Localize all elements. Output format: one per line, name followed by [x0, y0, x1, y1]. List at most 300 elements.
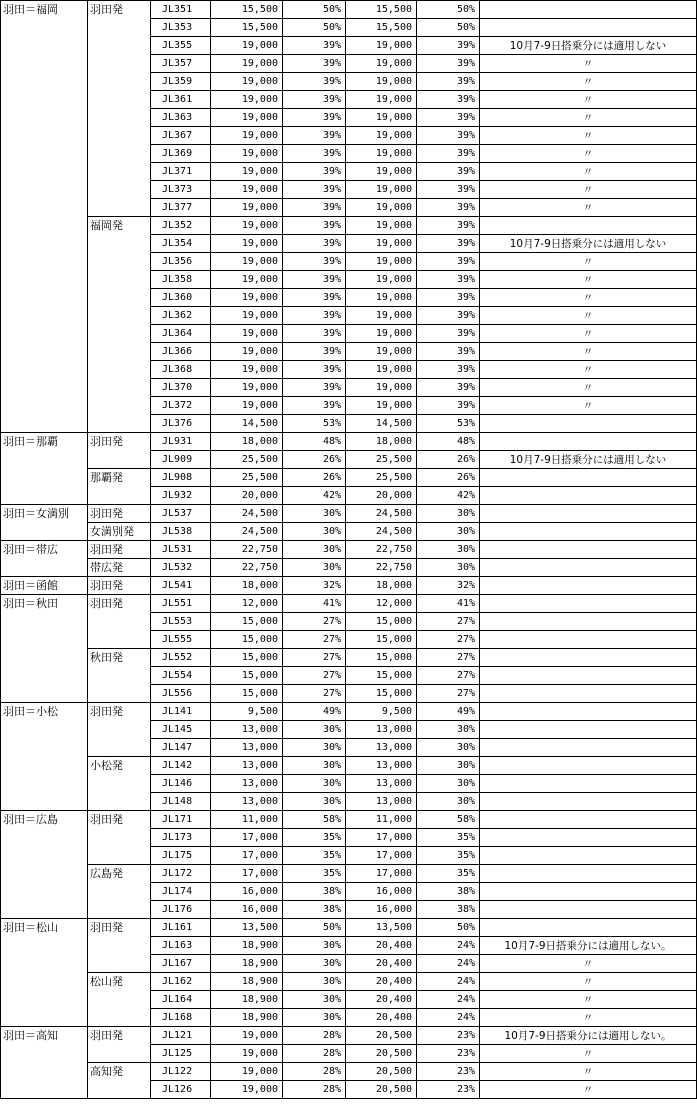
row-border [150, 576, 697, 577]
row-border [150, 54, 697, 55]
fare-b: 20,400 [375, 940, 412, 951]
fare-b: 19,000 [375, 400, 412, 411]
fare-b: 22,750 [375, 544, 412, 555]
rate-a: 39% [322, 148, 341, 159]
row-border [87, 468, 150, 469]
flight-number: JL932 [162, 490, 193, 501]
row-border [150, 594, 697, 595]
rate-a: 28% [322, 1084, 341, 1095]
row-border [0, 432, 87, 433]
route-name: 羽田＝小松 [3, 705, 58, 718]
note: 〃 [582, 328, 594, 340]
flight-number: JL164 [162, 994, 193, 1005]
note: 〃 [582, 364, 594, 376]
rate-b: 39% [456, 112, 475, 123]
direction: 女満別発 [90, 525, 134, 538]
row-border [150, 846, 697, 847]
fare-a: 19,000 [241, 346, 278, 357]
row-border [150, 486, 697, 487]
fare-a: 19,000 [241, 220, 278, 231]
note [479, 775, 697, 793]
fare-b: 13,000 [375, 796, 412, 807]
fare-b: 19,000 [375, 220, 412, 231]
row-border [87, 540, 150, 541]
fare-b: 17,000 [375, 832, 412, 843]
flight-number: JL372 [162, 400, 193, 411]
rate-b: 39% [456, 220, 475, 231]
column-border [416, 0, 417, 1098]
note [479, 757, 697, 775]
rate-a: 39% [322, 112, 341, 123]
fare-a: 18,900 [241, 940, 278, 951]
rate-b: 26% [456, 454, 475, 465]
note [479, 505, 697, 523]
rate-a: 39% [322, 184, 341, 195]
row-border [150, 396, 697, 397]
row-border [0, 810, 87, 811]
fare-a: 9,500 [247, 706, 278, 717]
flight-number: JL532 [162, 562, 193, 573]
direction: 羽田発 [90, 435, 123, 448]
rate-a: 39% [322, 364, 341, 375]
rate-b: 50% [456, 22, 475, 33]
row-border [150, 702, 697, 703]
note: 〃 [582, 76, 594, 88]
row-border [150, 450, 697, 451]
fare-a: 18,900 [241, 976, 278, 987]
fare-b: 16,000 [375, 904, 412, 915]
row-border [150, 1062, 697, 1063]
fare-b: 24,500 [375, 526, 412, 537]
rate-b: 39% [456, 310, 475, 321]
rate-a: 39% [322, 94, 341, 105]
fare-a: 22,750 [241, 562, 278, 573]
fare-a: 20,000 [241, 490, 278, 501]
fare-b: 25,500 [375, 454, 412, 465]
flight-number: JL354 [162, 238, 193, 249]
row-border [150, 810, 697, 811]
rate-b: 39% [456, 166, 475, 177]
row-border [150, 684, 697, 685]
rate-b: 39% [456, 58, 475, 69]
rate-a: 50% [322, 4, 341, 15]
flight-number: JL551 [162, 598, 193, 609]
rate-b: 39% [456, 94, 475, 105]
fare-a: 19,000 [241, 184, 278, 195]
direction: 羽田発 [90, 705, 123, 718]
rate-b: 30% [456, 526, 475, 537]
row-border [0, 540, 87, 541]
rate-b: 27% [456, 616, 475, 627]
rate-b: 23% [456, 1048, 475, 1059]
rate-b: 30% [456, 544, 475, 555]
fare-a: 18,900 [241, 994, 278, 1005]
note: 10月7-9日搭乗分には適用しない [509, 238, 667, 250]
row-border [150, 738, 697, 739]
rate-a: 30% [322, 562, 341, 573]
rate-b: 39% [456, 328, 475, 339]
direction: 秋田発 [90, 651, 123, 664]
flight-number: JL555 [162, 634, 193, 645]
fare-a: 13,000 [241, 760, 278, 771]
fare-a: 17,000 [241, 832, 278, 843]
note [479, 487, 697, 505]
row-border [150, 990, 697, 991]
rate-a: 39% [322, 382, 341, 393]
row-border [87, 522, 150, 523]
rate-b: 39% [456, 346, 475, 357]
flight-number: JL352 [162, 220, 193, 231]
rate-a: 39% [322, 238, 341, 249]
rate-b: 39% [456, 256, 475, 267]
rate-b: 27% [456, 670, 475, 681]
row-border [150, 972, 697, 973]
row-border [87, 576, 150, 577]
rate-a: 27% [322, 670, 341, 681]
row-border [150, 558, 697, 559]
flight-number: JL172 [162, 868, 193, 879]
fare-a: 19,000 [241, 76, 278, 87]
rate-b: 23% [456, 1030, 475, 1041]
row-border [150, 756, 697, 757]
note [479, 883, 697, 901]
flight-number: JL538 [162, 526, 193, 537]
rate-a: 27% [322, 652, 341, 663]
flight-number: JL162 [162, 976, 193, 987]
fare-a: 19,000 [241, 238, 278, 249]
row-border [150, 1008, 697, 1009]
fare-b: 19,000 [375, 238, 412, 249]
flight-number: JL125 [162, 1048, 193, 1059]
direction: 帯広発 [90, 561, 123, 574]
note [479, 829, 697, 847]
flight-number: JL357 [162, 58, 193, 69]
rate-b: 39% [456, 130, 475, 141]
note: 〃 [582, 1048, 594, 1060]
fare-b: 13,500 [375, 922, 412, 933]
note [479, 415, 697, 433]
rate-a: 30% [322, 778, 341, 789]
rate-b: 38% [456, 904, 475, 915]
fare-a: 19,000 [241, 112, 278, 123]
flight-number: JL147 [162, 742, 193, 753]
rate-b: 24% [456, 940, 475, 951]
note [479, 433, 697, 451]
rate-a: 30% [322, 526, 341, 537]
note: 10月7-9日搭乗分には適用しない [509, 454, 667, 466]
note [479, 217, 697, 235]
fare-b: 19,000 [375, 130, 412, 141]
fare-a: 15,000 [241, 688, 278, 699]
fare-b: 14,500 [375, 418, 412, 429]
flight-number: JL121 [162, 1030, 193, 1041]
row-border [150, 720, 697, 721]
fare-a: 14,500 [241, 418, 278, 429]
direction: 羽田発 [90, 507, 123, 520]
fare-a: 19,000 [241, 274, 278, 285]
note [479, 811, 697, 829]
direction: 高知発 [90, 1065, 123, 1078]
fare-b: 12,000 [375, 598, 412, 609]
fare-a: 13,000 [241, 796, 278, 807]
rate-b: 39% [456, 400, 475, 411]
route-name: 羽田＝広島 [3, 813, 58, 826]
fare-a: 17,000 [241, 850, 278, 861]
row-border [150, 1026, 697, 1027]
fare-a: 17,000 [241, 868, 278, 879]
direction: 広島発 [90, 867, 123, 880]
rate-a: 30% [322, 940, 341, 951]
row-border [150, 900, 697, 901]
rate-a: 53% [322, 418, 341, 429]
row-border [150, 1044, 697, 1045]
fare-a: 19,000 [241, 148, 278, 159]
flight-number: JL368 [162, 364, 193, 375]
rate-a: 28% [322, 1048, 341, 1059]
flight-number: JL908 [162, 472, 193, 483]
fare-b: 20,500 [375, 1048, 412, 1059]
rate-b: 35% [456, 832, 475, 843]
row-border [0, 576, 87, 577]
fare-a: 19,000 [241, 364, 278, 375]
note: 〃 [582, 346, 594, 358]
direction: 松山発 [90, 975, 123, 988]
note [479, 919, 697, 937]
fare-a: 15,000 [241, 652, 278, 663]
fare-b: 13,000 [375, 778, 412, 789]
fare-b: 22,750 [375, 562, 412, 573]
rate-b: 39% [456, 184, 475, 195]
note: 〃 [582, 1012, 594, 1024]
row-border [150, 774, 697, 775]
row-border [0, 1098, 697, 1099]
fare-b: 15,000 [375, 670, 412, 681]
row-border [150, 234, 697, 235]
note [479, 613, 697, 631]
note [479, 577, 697, 595]
route-name: 羽田＝女満別 [3, 507, 69, 520]
fare-a: 19,000 [241, 40, 278, 51]
fare-b: 19,000 [375, 148, 412, 159]
fare-b: 15,000 [375, 652, 412, 663]
row-border [150, 216, 697, 217]
fare-b: 20,400 [375, 994, 412, 1005]
rate-a: 39% [322, 166, 341, 177]
rate-a: 39% [322, 220, 341, 231]
rate-a: 38% [322, 904, 341, 915]
rate-a: 30% [322, 1012, 341, 1023]
rate-b: 24% [456, 1012, 475, 1023]
note [479, 685, 697, 703]
row-border [150, 792, 697, 793]
fare-a: 18,000 [241, 436, 278, 447]
row-border [87, 810, 150, 811]
flight-number: JL909 [162, 454, 193, 465]
column-border [150, 0, 151, 1098]
flight-number: JL146 [162, 778, 193, 789]
flight-number: JL122 [162, 1066, 193, 1077]
fare-a: 19,000 [241, 382, 278, 393]
rate-b: 39% [456, 148, 475, 159]
row-border [87, 0, 150, 1]
row-border [150, 864, 697, 865]
row-border [0, 504, 87, 505]
fare-b: 17,000 [375, 868, 412, 879]
fare-b: 13,000 [375, 742, 412, 753]
note [479, 1, 697, 19]
row-border [150, 936, 697, 937]
fare-b: 11,000 [375, 814, 412, 825]
flight-number: JL175 [162, 850, 193, 861]
fare-a: 19,000 [241, 58, 278, 69]
row-border [87, 504, 150, 505]
note [479, 469, 697, 487]
fare-b: 19,000 [375, 328, 412, 339]
flight-number: JL141 [162, 706, 193, 717]
fare-b: 19,000 [375, 58, 412, 69]
direction: 羽田発 [90, 1029, 123, 1042]
note: 10月7-9日搭乗分には適用しない [509, 40, 667, 52]
fare-a: 19,000 [241, 166, 278, 177]
rate-a: 30% [322, 958, 341, 969]
column-border [479, 0, 480, 1098]
row-border [150, 306, 697, 307]
rate-a: 39% [322, 202, 341, 213]
flight-number: JL168 [162, 1012, 193, 1023]
fare-a: 13,000 [241, 724, 278, 735]
flight-number: JL358 [162, 274, 193, 285]
direction: 羽田発 [90, 813, 123, 826]
direction: 那覇発 [90, 471, 123, 484]
flight-number: JL367 [162, 130, 193, 141]
rate-a: 28% [322, 1066, 341, 1077]
note [479, 559, 697, 577]
note: 〃 [582, 184, 594, 196]
flight-number: JL360 [162, 292, 193, 303]
rate-a: 58% [322, 814, 341, 825]
flight-number: JL537 [162, 508, 193, 519]
rate-a: 35% [322, 868, 341, 879]
rate-a: 27% [322, 634, 341, 645]
direction: 羽田発 [90, 3, 123, 16]
rate-b: 58% [456, 814, 475, 825]
rate-b: 30% [456, 724, 475, 735]
rate-a: 39% [322, 256, 341, 267]
fare-b: 19,000 [375, 166, 412, 177]
row-border [150, 504, 697, 505]
rate-a: 39% [322, 310, 341, 321]
rate-a: 42% [322, 490, 341, 501]
direction: 福岡発 [90, 219, 123, 232]
rate-b: 39% [456, 202, 475, 213]
note: 〃 [582, 310, 594, 322]
rate-b: 30% [456, 760, 475, 771]
fare-b: 20,400 [375, 1012, 412, 1023]
rate-b: 49% [456, 706, 475, 717]
rate-a: 38% [322, 886, 341, 897]
fare-b: 19,000 [375, 364, 412, 375]
rate-a: 30% [322, 760, 341, 771]
note: 〃 [582, 994, 594, 1006]
flight-number: JL373 [162, 184, 193, 195]
note [479, 901, 697, 919]
flight-number: JL356 [162, 256, 193, 267]
rate-b: 27% [456, 652, 475, 663]
fare-b: 16,000 [375, 886, 412, 897]
direction: 羽田発 [90, 921, 123, 934]
rate-b: 53% [456, 418, 475, 429]
column-border [87, 0, 88, 1098]
fare-a: 22,750 [241, 544, 278, 555]
rate-b: 39% [456, 238, 475, 249]
rate-a: 39% [322, 76, 341, 87]
fare-b: 19,000 [375, 184, 412, 195]
fare-b: 19,000 [375, 76, 412, 87]
note: 〃 [582, 1084, 594, 1096]
flight-number: JL376 [162, 418, 193, 429]
flight-number: JL531 [162, 544, 193, 555]
flight-number: JL541 [162, 580, 193, 591]
row-border [150, 180, 697, 181]
rate-b: 39% [456, 40, 475, 51]
route-name: 羽田＝那覇 [3, 435, 58, 448]
rate-a: 27% [322, 688, 341, 699]
fare-a: 19,000 [241, 130, 278, 141]
fare-b: 19,000 [375, 256, 412, 267]
rate-b: 26% [456, 472, 475, 483]
note: 〃 [582, 148, 594, 160]
rate-b: 30% [456, 508, 475, 519]
flight-number: JL366 [162, 346, 193, 357]
flight-number: JL377 [162, 202, 193, 213]
flight-number: JL353 [162, 22, 193, 33]
rate-a: 30% [322, 508, 341, 519]
fare-a: 11,000 [241, 814, 278, 825]
flight-number: JL931 [162, 436, 193, 447]
flight-number: JL363 [162, 112, 193, 123]
rate-b: 27% [456, 634, 475, 645]
rate-b: 30% [456, 796, 475, 807]
column-border [210, 0, 211, 1098]
rate-b: 39% [456, 274, 475, 285]
flight-number: JL173 [162, 832, 193, 843]
direction: 羽田発 [90, 597, 123, 610]
row-border [150, 648, 697, 649]
fare-a: 19,000 [241, 400, 278, 411]
row-border [150, 522, 697, 523]
fare-b: 20,000 [375, 490, 412, 501]
row-border [87, 864, 150, 865]
route-name: 羽田＝福岡 [3, 3, 58, 16]
row-border [150, 630, 697, 631]
rate-b: 23% [456, 1066, 475, 1077]
note: 〃 [582, 202, 594, 214]
flight-number: JL148 [162, 796, 193, 807]
row-border [150, 612, 697, 613]
note: 〃 [582, 1066, 594, 1078]
rate-a: 39% [322, 400, 341, 411]
row-border [150, 72, 697, 73]
fare-b: 15,000 [375, 634, 412, 645]
note [479, 631, 697, 649]
row-border [150, 162, 697, 163]
fare-a: 18,900 [241, 958, 278, 969]
row-border [87, 594, 150, 595]
row-border [150, 414, 697, 415]
fare-a: 19,000 [241, 256, 278, 267]
rate-a: 48% [322, 436, 341, 447]
rate-a: 27% [322, 616, 341, 627]
